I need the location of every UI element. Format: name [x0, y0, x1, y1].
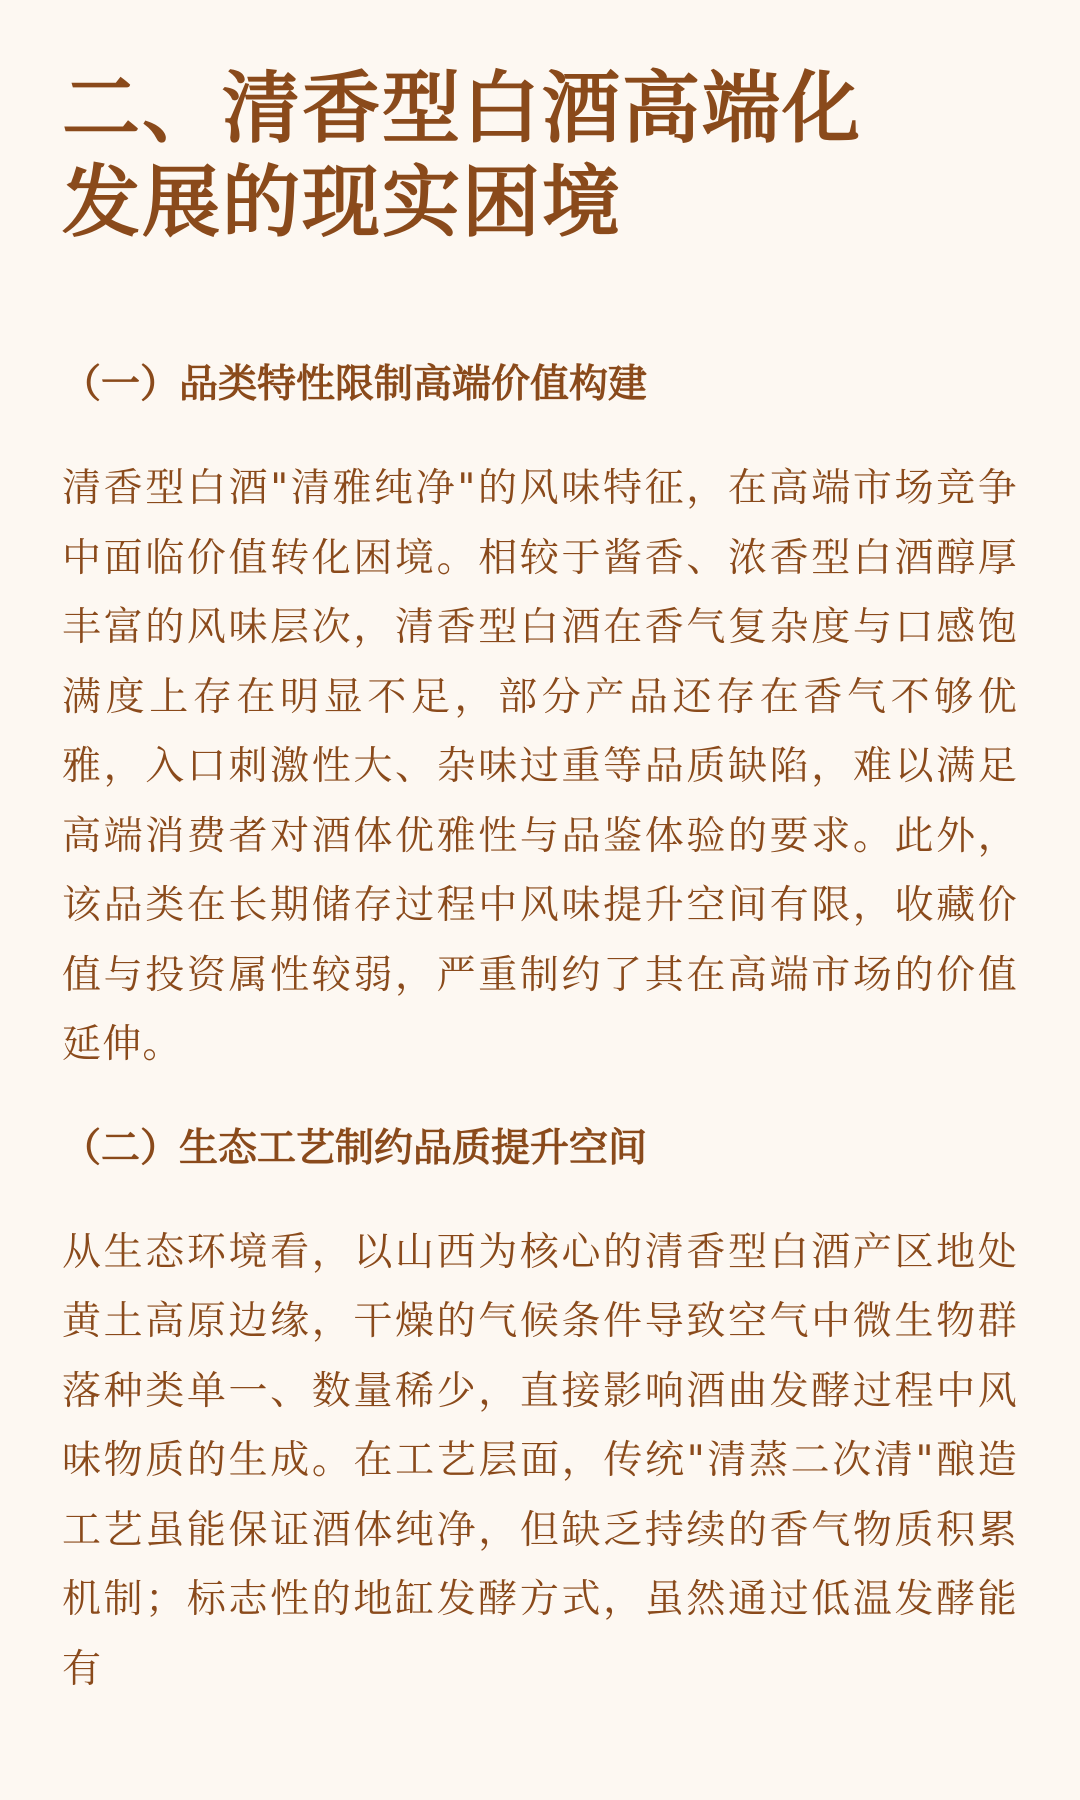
section-paragraph-2: 从生态环境看，以山西为核心的清香型白酒产区地处黄土高原边缘，干燥的气候条件导致空气中微生物群落种类单一、数量稀少，直接影响酒曲发酵过程中风味物质的生成。在工艺层面，传统"清蒸二次清"酿造工艺虽能保证酒体纯净，但缺乏持续的香气物质积累机制；标志性的地缸发酵方式，虽然通过低温发酵能有	[62, 1229, 1018, 1692]
section-paragraph-1: 清香型白酒"清雅纯净"的风味特征，在高端市场竞争中面临价值转化困境。相较于酱香、浓香型白酒醇厚丰富的风味层次，清香型白酒在香气复杂度与口感饱满度上存在明显不足，部分产品还存在香气不够优雅，入口刺激性大、杂味过重等品质缺陷，难以满足高端消费者对酒体优雅性与品鉴体验的要求。此外，该品类在长期储存过程中风味提升空间有限，收藏价值与投资属性较弱，严重制约了其在高端市场的价值延伸。	[62, 466, 1018, 1067]
section-heading-2: （二）生态工艺制约品质提升空间	[62, 1125, 648, 1171]
article-title	[62, 62, 1018, 250]
article-title-line-1: 二、清香型白酒高端化	[62, 64, 863, 154]
section-heading-1: （一）品类特性限制高端价值构建	[62, 362, 648, 407]
article-title-line-2: 发展的现实困境	[62, 158, 623, 248]
